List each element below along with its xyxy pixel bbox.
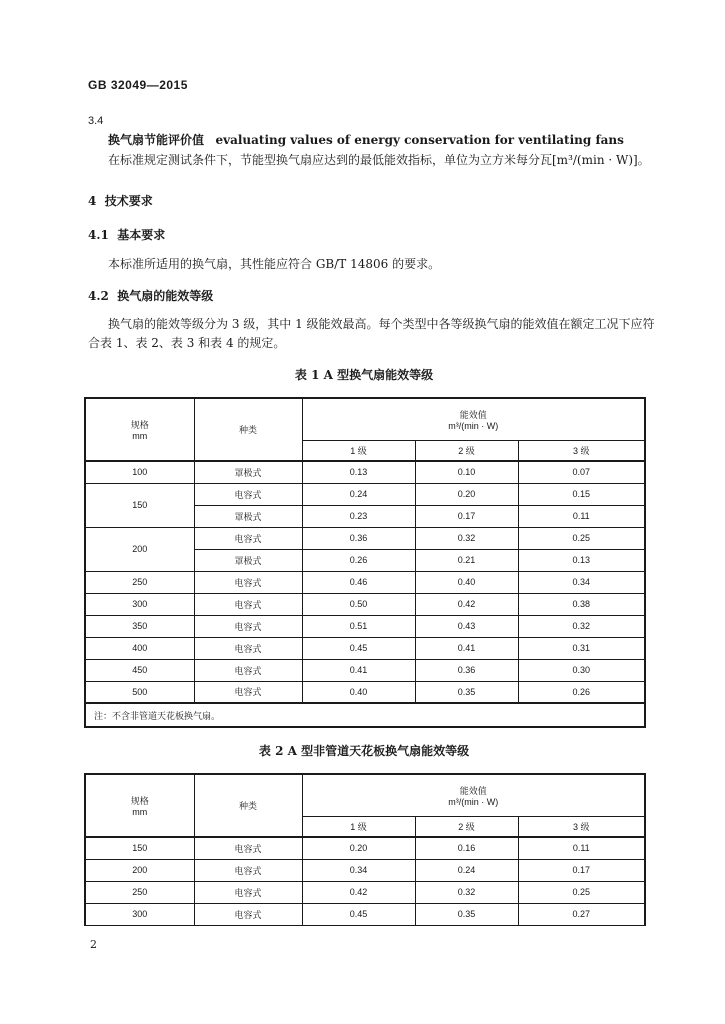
table-1-header-grade-3: 3 级	[518, 440, 645, 461]
section-4-1-title: 基本要求	[117, 228, 166, 242]
section-4-number: 4	[88, 194, 97, 208]
page-number: 2	[90, 938, 97, 951]
cell-spec: 450	[85, 659, 194, 681]
cell-type: 电容式	[194, 881, 302, 903]
cell-grade-2: 0.35	[415, 903, 518, 925]
table-row	[85, 881, 645, 903]
table-2	[84, 773, 646, 926]
cell-grade-1: 0.34	[302, 859, 415, 881]
section-3-4-number: 3.4	[88, 115, 104, 127]
cell-spec: 250	[85, 571, 194, 593]
cell-type: 罩极式	[194, 549, 302, 571]
cell-grade-2: 0.20	[415, 483, 518, 505]
section-4-2-text-line2: 合表 1、表 2、表 3 和表 4 的规定。	[88, 336, 286, 350]
cell-grade-3: 0.26	[518, 681, 645, 703]
cell-grade-1: 0.26	[302, 549, 415, 571]
table-1-note: 注：不含非管道天花板换气扇。	[85, 703, 645, 727]
section-4-heading	[88, 192, 153, 209]
cell-grade-1: 0.41	[302, 659, 415, 681]
cell-spec: 500	[85, 681, 194, 703]
cell-grade-2: 0.41	[415, 637, 518, 659]
table-row	[85, 903, 645, 925]
cell-spec: 400	[85, 637, 194, 659]
table-1-header-grade-1: 1 级	[302, 440, 415, 461]
cell-spec: 150	[85, 837, 194, 859]
table-row	[85, 837, 645, 859]
table-row	[85, 615, 645, 637]
document-code-header: GB 32049—2015	[88, 78, 188, 92]
table-row	[85, 593, 645, 615]
cell-grade-1: 0.24	[302, 483, 415, 505]
cell-type: 罩极式	[194, 461, 302, 483]
cell-grade-1: 0.36	[302, 527, 415, 549]
section-4-2-heading	[88, 287, 213, 304]
term-zh: 换气扇节能评价值	[108, 133, 205, 147]
cell-grade-1: 0.46	[302, 571, 415, 593]
cell-spec: 300	[85, 903, 194, 925]
cell-grade-2: 0.43	[415, 615, 518, 637]
table-row	[85, 527, 645, 549]
spec-unit: mm	[132, 431, 148, 441]
cell-grade-2: 0.10	[415, 461, 518, 483]
cell-grade-3: 0.17	[518, 859, 645, 881]
table-2-header-spec	[85, 774, 194, 837]
value-unit: m³/(min · W)	[448, 796, 499, 807]
cell-grade-1: 0.51	[302, 615, 415, 637]
table-2-header-grade-3: 3 级	[518, 816, 645, 837]
table-row	[85, 483, 645, 505]
cell-grade-1: 0.40	[302, 681, 415, 703]
cell-grade-3: 0.15	[518, 483, 645, 505]
table-1-header-type: 种类	[194, 398, 302, 461]
table-1	[84, 397, 646, 728]
cell-type: 电容式	[194, 859, 302, 881]
cell-grade-1: 0.45	[302, 903, 415, 925]
table-1-caption: 表 1 A 型换气扇能效等级	[294, 368, 434, 382]
table-2-header-type: 种类	[194, 774, 302, 837]
cell-grade-1: 0.42	[302, 881, 415, 903]
table-row	[85, 859, 645, 881]
cell-type: 电容式	[194, 593, 302, 615]
table-row	[85, 637, 645, 659]
table-1-header-grade-2: 2 级	[415, 440, 518, 461]
cell-grade-3: 0.27	[518, 903, 645, 925]
table-2-header-grade-2: 2 级	[415, 816, 518, 837]
cell-spec: 100	[85, 461, 194, 483]
term-en: evaluating values of energy conservation for ventilating fans	[215, 133, 624, 147]
cell-grade-3: 0.11	[518, 837, 645, 859]
table-1-header-spec	[85, 398, 194, 461]
section-4-2-number: 4.2	[88, 289, 109, 303]
section-4-1-number: 4.1	[88, 228, 109, 242]
cell-grade-1: 0.13	[302, 461, 415, 483]
section-3-4-definition: 在标准规定测试条件下，节能型换气扇应达到的最低能效指标，单位为立方米每分瓦[m³/(min · W)]。	[108, 153, 650, 167]
cell-spec: 200	[85, 527, 194, 571]
cell-type: 罩极式	[194, 505, 302, 527]
cell-grade-2: 0.24	[415, 859, 518, 881]
cell-grade-2: 0.36	[415, 659, 518, 681]
value-label: 能效值	[459, 409, 487, 420]
cell-spec: 350	[85, 615, 194, 637]
table-2-header-value	[302, 774, 645, 816]
cell-grade-2: 0.21	[415, 549, 518, 571]
cell-grade-2: 0.17	[415, 505, 518, 527]
cell-type: 电容式	[194, 637, 302, 659]
cell-grade-3: 0.31	[518, 637, 645, 659]
cell-grade-2: 0.40	[415, 571, 518, 593]
cell-grade-3: 0.32	[518, 615, 645, 637]
cell-grade-2: 0.16	[415, 837, 518, 859]
spec-label: 规格	[130, 420, 149, 430]
value-label: 能效值	[459, 785, 487, 796]
cell-type: 电容式	[194, 615, 302, 637]
cell-type: 电容式	[194, 483, 302, 505]
table-2-header-grade-1: 1 级	[302, 816, 415, 837]
section-4-1-text: 本标准所适用的换气扇，其性能应符合 GB/T 14806 的要求。	[108, 257, 441, 271]
table-note-row	[85, 703, 645, 727]
section-4-2-text-line1: 换气扇的能效等级分为 3 级，其中 1 级能效最高。每个类型中各等级换气扇的能效值在额定工况下应符	[108, 317, 655, 331]
cell-grade-2: 0.35	[415, 681, 518, 703]
cell-spec: 150	[85, 483, 194, 527]
table-2-caption: 表 2 A 型非管道天花板换气扇能效等级	[258, 744, 470, 758]
cell-grade-3: 0.25	[518, 527, 645, 549]
cell-grade-3: 0.30	[518, 659, 645, 681]
section-4-title: 技术要求	[104, 194, 153, 208]
table-1-header-value	[302, 398, 645, 440]
cell-grade-3: 0.38	[518, 593, 645, 615]
cell-type: 电容式	[194, 681, 302, 703]
section-4-2-title: 换气扇的能效等级	[117, 289, 214, 303]
cell-grade-3: 0.11	[518, 505, 645, 527]
section-3-4-term	[108, 133, 624, 147]
cell-type: 电容式	[194, 571, 302, 593]
cell-grade-1: 0.50	[302, 593, 415, 615]
table-row	[85, 659, 645, 681]
cell-grade-2: 0.32	[415, 881, 518, 903]
spec-label: 规格	[130, 796, 149, 806]
table-row	[85, 461, 645, 483]
value-unit: m³/(min · W)	[448, 420, 499, 431]
cell-type: 电容式	[194, 659, 302, 681]
cell-grade-2: 0.32	[415, 527, 518, 549]
cell-grade-3: 0.07	[518, 461, 645, 483]
cell-spec: 250	[85, 881, 194, 903]
cell-grade-3: 0.34	[518, 571, 645, 593]
spec-unit: mm	[132, 807, 148, 817]
cell-spec: 300	[85, 593, 194, 615]
cell-grade-1: 0.45	[302, 637, 415, 659]
cell-spec: 200	[85, 859, 194, 881]
cell-type: 电容式	[194, 903, 302, 925]
cell-grade-1: 0.23	[302, 505, 415, 527]
cell-grade-3: 0.13	[518, 549, 645, 571]
cell-grade-1: 0.20	[302, 837, 415, 859]
cell-grade-3: 0.25	[518, 881, 645, 903]
cell-grade-2: 0.42	[415, 593, 518, 615]
section-4-1-heading	[88, 226, 165, 243]
table-row	[85, 681, 645, 703]
cell-type: 电容式	[194, 837, 302, 859]
table-row	[85, 571, 645, 593]
cell-type: 电容式	[194, 527, 302, 549]
